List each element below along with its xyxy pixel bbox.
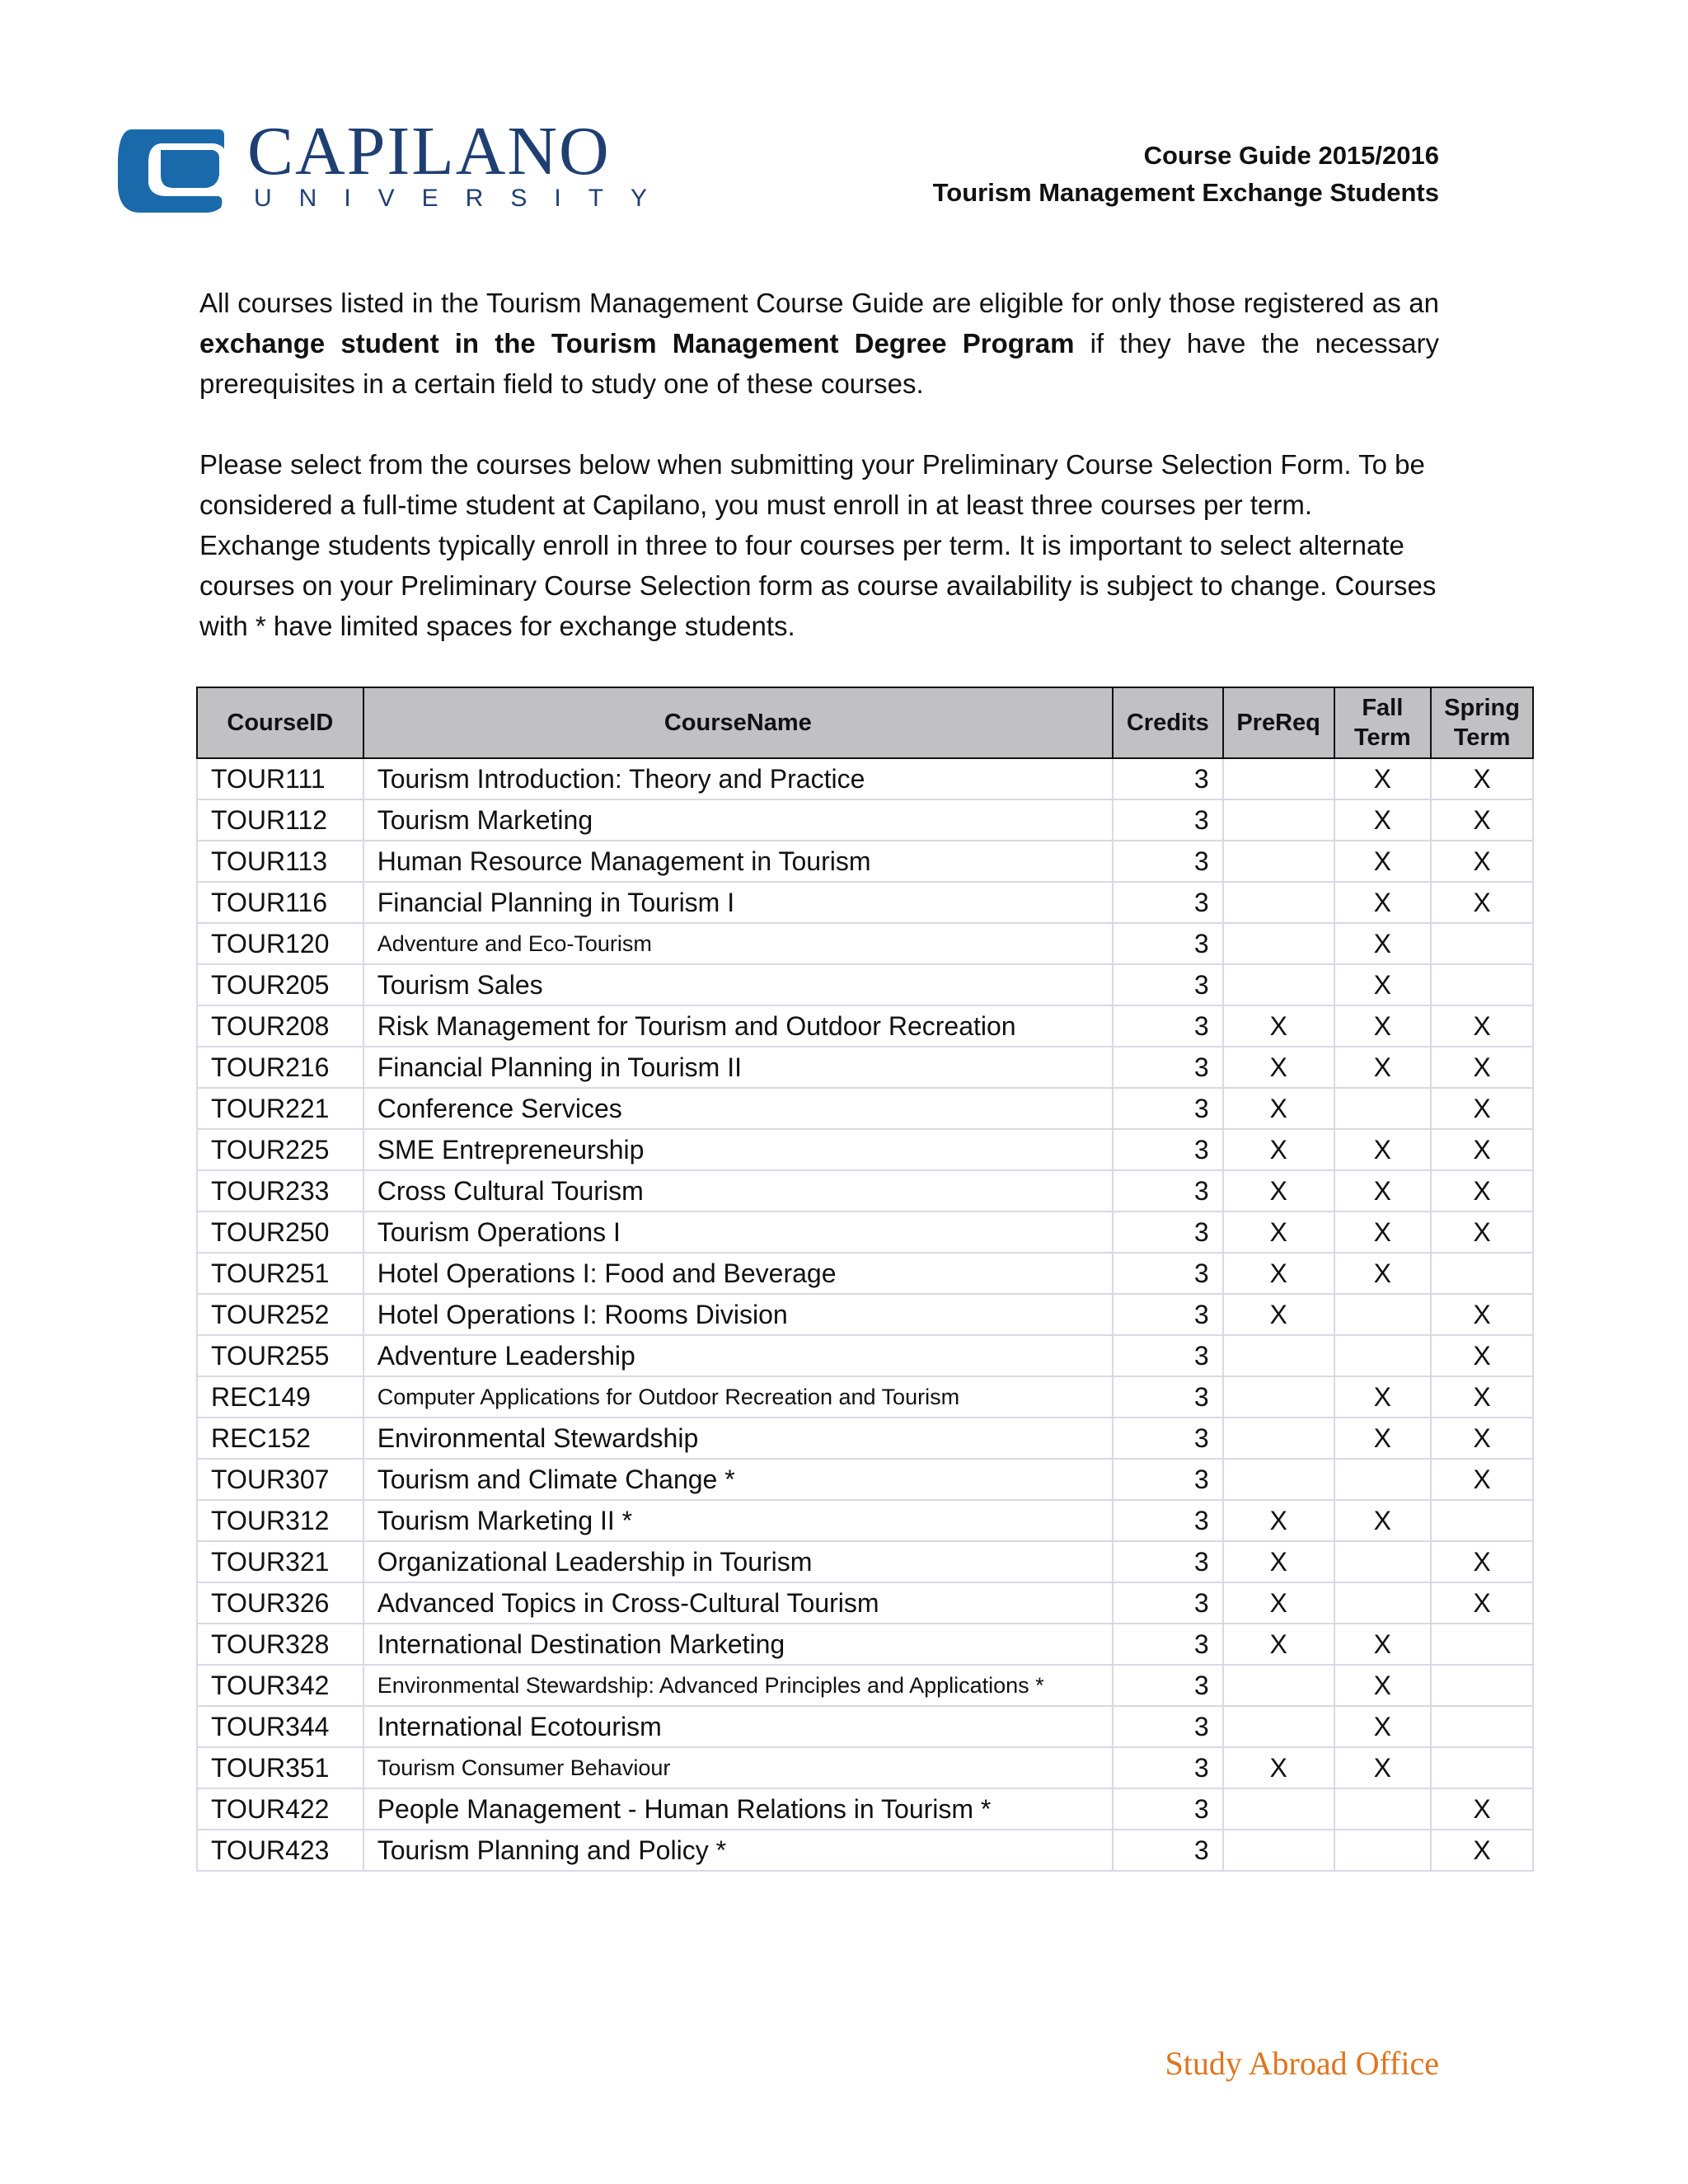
- course-id-cell: TOUR251: [197, 1253, 363, 1294]
- spring-label: Spring: [1444, 695, 1520, 721]
- course-table: [196, 687, 1534, 1872]
- course-name-cell: Adventure Leadership: [363, 1335, 1113, 1376]
- fall-term-cell: [1334, 1582, 1432, 1624]
- course-id-cell: TOUR208: [197, 1005, 363, 1047]
- course-name-cell: Computer Applications for Outdoor Recreation and Tourism: [363, 1376, 1113, 1418]
- fall-term-cell: [1334, 1294, 1432, 1335]
- spring-term-cell: [1431, 1253, 1533, 1294]
- course-name-cell: Environmental Stewardship: [363, 1418, 1113, 1459]
- table-row: [197, 1212, 1533, 1253]
- fall-term-cell: X: [1334, 799, 1432, 841]
- credits-cell: 3: [1113, 1706, 1223, 1747]
- fall-term-cell: X: [1334, 964, 1432, 1005]
- table-row: [197, 1541, 1533, 1582]
- course-name-cell: Human Resource Management in Tourism: [363, 841, 1113, 882]
- fall-term-cell: X: [1334, 1212, 1432, 1253]
- prereq-cell: [1223, 923, 1334, 964]
- course-name-cell: Hotel Operations I: Food and Beverage: [363, 1253, 1113, 1294]
- prereq-cell: X: [1223, 1541, 1334, 1582]
- credits-cell: 3: [1113, 1500, 1223, 1541]
- fall-term-cell: X: [1334, 841, 1432, 882]
- course-id-cell: TOUR423: [197, 1830, 363, 1871]
- table-row: [197, 1747, 1533, 1788]
- course-name-cell: Tourism Planning and Policy *: [363, 1830, 1113, 1871]
- course-id-cell: TOUR321: [197, 1541, 363, 1582]
- spring-term-cell: X: [1431, 799, 1533, 841]
- fall-term-cell: [1334, 1335, 1432, 1376]
- spring-term-cell: X: [1431, 1541, 1533, 1582]
- prereq-cell: X: [1223, 1088, 1334, 1129]
- spring-term-cell: X: [1431, 1170, 1533, 1212]
- spring-term-cell: [1431, 923, 1533, 964]
- course-id-cell: TOUR326: [197, 1582, 363, 1624]
- prereq-cell: [1223, 758, 1334, 799]
- header-spring-term: [1431, 687, 1533, 758]
- spring-term-cell: [1431, 1706, 1533, 1747]
- table-row: [197, 1665, 1533, 1706]
- course-id-cell: TOUR250: [197, 1212, 363, 1253]
- fall-term-cell: X: [1334, 1624, 1432, 1665]
- table-header-row: [197, 687, 1533, 758]
- course-id-cell: TOUR111: [197, 758, 363, 799]
- guide-subtitle: Tourism Management Exchange Students: [932, 178, 1439, 207]
- fall-term-cell: X: [1334, 1418, 1432, 1459]
- header-prereq: PreReq: [1223, 687, 1334, 758]
- fall-term-cell: X: [1334, 923, 1432, 964]
- table-row: [197, 923, 1533, 964]
- prereq-cell: [1223, 799, 1334, 841]
- fall-term-cell: X: [1334, 758, 1432, 799]
- intro-paragraph: [199, 283, 1439, 404]
- course-id-cell: TOUR216: [197, 1047, 363, 1088]
- table-row: [197, 758, 1533, 799]
- course-id-cell: TOUR252: [197, 1294, 363, 1335]
- spring-term-cell: X: [1431, 1830, 1533, 1871]
- table-row: [197, 1706, 1533, 1747]
- credits-cell: 3: [1113, 1212, 1223, 1253]
- prereq-cell: X: [1223, 1582, 1334, 1624]
- spring-term-cell: X: [1431, 1788, 1533, 1830]
- course-name-cell: International Ecotourism: [363, 1706, 1113, 1747]
- credits-cell: 3: [1113, 1582, 1223, 1624]
- table-row: [197, 1047, 1533, 1088]
- spring-term-cell: X: [1431, 1335, 1533, 1376]
- course-name-cell: Risk Management for Tourism and Outdoor Recreation: [363, 1005, 1113, 1047]
- course-name-cell: Organizational Leadership in Tourism: [363, 1541, 1113, 1582]
- table-row: [197, 1294, 1533, 1335]
- term-label: Term: [1353, 724, 1411, 751]
- credits-cell: 3: [1113, 1747, 1223, 1788]
- table-row: [197, 1376, 1533, 1418]
- course-id-cell: TOUR225: [197, 1129, 363, 1170]
- prereq-cell: X: [1223, 1047, 1334, 1088]
- table-row: [197, 1624, 1533, 1665]
- logo-mark-icon: [115, 125, 227, 216]
- spring-term-cell: X: [1431, 1418, 1533, 1459]
- table-row: [197, 1253, 1533, 1294]
- header-fall-term: [1334, 687, 1432, 758]
- credits-cell: 3: [1113, 841, 1223, 882]
- fall-term-cell: X: [1334, 1706, 1432, 1747]
- course-id-cell: TOUR233: [197, 1170, 363, 1212]
- intro-text: All courses listed in the Tourism Management Course Guide are eligible for only those registered as an: [199, 288, 1439, 318]
- course-id-cell: TOUR342: [197, 1665, 363, 1706]
- prereq-cell: X: [1223, 1624, 1334, 1665]
- guide-title: Course Guide 2015/2016: [1143, 141, 1439, 170]
- course-id-cell: TOUR255: [197, 1335, 363, 1376]
- fall-term-cell: [1334, 1830, 1432, 1871]
- logo-subtitle: UNIVERSITY: [254, 185, 675, 212]
- spring-term-cell: X: [1431, 1294, 1533, 1335]
- table-row: [197, 964, 1533, 1005]
- table-row: [197, 1005, 1533, 1047]
- spring-term-cell: X: [1431, 1582, 1533, 1624]
- table-row: [197, 841, 1533, 882]
- header-credits: Credits: [1113, 687, 1223, 758]
- fall-term-cell: X: [1334, 1376, 1432, 1418]
- course-id-cell: TOUR221: [197, 1088, 363, 1129]
- prereq-cell: X: [1223, 1170, 1334, 1212]
- prereq-cell: [1223, 1376, 1334, 1418]
- course-name-cell: Cross Cultural Tourism: [363, 1170, 1113, 1212]
- spring-term-cell: [1431, 1665, 1533, 1706]
- header-course-id: CourseID: [197, 687, 363, 758]
- credits-cell: 3: [1113, 1376, 1223, 1418]
- credits-cell: 3: [1113, 1294, 1223, 1335]
- table-row: [197, 1459, 1533, 1500]
- prereq-cell: [1223, 841, 1334, 882]
- capilano-logo: [115, 113, 675, 217]
- credits-cell: 3: [1113, 882, 1223, 923]
- credits-cell: 3: [1113, 1418, 1223, 1459]
- credits-cell: 3: [1113, 758, 1223, 799]
- prereq-cell: [1223, 1830, 1334, 1871]
- course-name-cell: Tourism and Climate Change *: [363, 1459, 1113, 1500]
- table-row: [197, 1830, 1533, 1871]
- table-row: [197, 1582, 1533, 1624]
- course-name-cell: Adventure and Eco-Tourism: [363, 923, 1113, 964]
- course-name-cell: SME Entrepreneurship: [363, 1129, 1113, 1170]
- course-id-cell: TOUR422: [197, 1788, 363, 1830]
- course-id-cell: REC149: [197, 1376, 363, 1418]
- fall-label: Fall: [1362, 695, 1404, 721]
- prereq-cell: X: [1223, 1129, 1334, 1170]
- term-label: Term: [1453, 724, 1511, 751]
- fall-term-cell: [1334, 1459, 1432, 1500]
- spring-term-cell: X: [1431, 1005, 1533, 1047]
- credits-cell: 3: [1113, 1541, 1223, 1582]
- fall-term-cell: X: [1334, 1129, 1432, 1170]
- spring-term-cell: [1431, 1747, 1533, 1788]
- table-row: [197, 1129, 1533, 1170]
- course-name-cell: Environmental Stewardship: Advanced Principles and Applications *: [363, 1665, 1113, 1706]
- fall-term-cell: X: [1334, 1500, 1432, 1541]
- course-name-cell: Tourism Marketing II *: [363, 1500, 1113, 1541]
- intro-bold-text: exchange student in the Tourism Management Degree Program: [199, 328, 1075, 359]
- table-row: [197, 882, 1533, 923]
- fall-term-cell: X: [1334, 1253, 1432, 1294]
- course-name-cell: Tourism Marketing: [363, 799, 1113, 841]
- spring-term-cell: X: [1431, 758, 1533, 799]
- credits-cell: 3: [1113, 799, 1223, 841]
- table-row: [197, 1335, 1533, 1376]
- credits-cell: 3: [1113, 1624, 1223, 1665]
- credits-cell: 3: [1113, 1047, 1223, 1088]
- spring-term-cell: X: [1431, 1376, 1533, 1418]
- spring-term-cell: X: [1431, 841, 1533, 882]
- spring-term-cell: X: [1431, 1047, 1533, 1088]
- table-row: [197, 1170, 1533, 1212]
- spring-term-cell: [1431, 964, 1533, 1005]
- course-name-cell: International Destination Marketing: [363, 1624, 1113, 1665]
- fall-term-cell: X: [1334, 1170, 1432, 1212]
- spring-term-cell: X: [1431, 1212, 1533, 1253]
- fall-term-cell: X: [1334, 882, 1432, 923]
- prereq-cell: [1223, 964, 1334, 1005]
- prereq-cell: [1223, 1665, 1334, 1706]
- course-name-cell: Tourism Consumer Behaviour: [363, 1747, 1113, 1788]
- credits-cell: 3: [1113, 964, 1223, 1005]
- spring-term-cell: X: [1431, 1129, 1533, 1170]
- header-course-name: CourseName: [363, 687, 1113, 758]
- course-name-cell: Tourism Introduction: Theory and Practice: [363, 758, 1113, 799]
- course-id-cell: TOUR328: [197, 1624, 363, 1665]
- spring-term-cell: X: [1431, 882, 1533, 923]
- credits-cell: 3: [1113, 1788, 1223, 1830]
- prereq-cell: [1223, 1335, 1334, 1376]
- course-id-cell: TOUR113: [197, 841, 363, 882]
- course-name-cell: Tourism Operations I: [363, 1212, 1113, 1253]
- spring-term-cell: [1431, 1500, 1533, 1541]
- credits-cell: 3: [1113, 1459, 1223, 1500]
- course-name-cell: Financial Planning in Tourism II: [363, 1047, 1113, 1088]
- table-row: [197, 1500, 1533, 1541]
- instructions-paragraph: Please select from the courses below when submitting your Preliminary Course Selection Form. To be considered a full-time student at Capilano, you must enroll in at least three courses per term. Exchange students typically enroll in three to four courses per term. It is important to select alternate courses on your Preliminary Course Selection form as course availability is subject to change. Courses with * have limited spaces for exchange students.: [199, 449, 1437, 641]
- course-id-cell: TOUR120: [197, 923, 363, 964]
- document-header: [933, 137, 1439, 211]
- course-id-cell: TOUR351: [197, 1747, 363, 1788]
- fall-term-cell: X: [1334, 1747, 1432, 1788]
- fall-term-cell: X: [1334, 1665, 1432, 1706]
- credits-cell: 3: [1113, 1335, 1223, 1376]
- course-id-cell: TOUR116: [197, 882, 363, 923]
- spring-term-cell: X: [1431, 1459, 1533, 1500]
- prereq-cell: X: [1223, 1747, 1334, 1788]
- credits-cell: 3: [1113, 1830, 1223, 1871]
- prereq-cell: [1223, 1788, 1334, 1830]
- fall-term-cell: [1334, 1788, 1432, 1830]
- course-id-cell: TOUR312: [197, 1500, 363, 1541]
- credits-cell: 3: [1113, 1088, 1223, 1129]
- table-row: [197, 1418, 1533, 1459]
- credits-cell: 3: [1113, 1665, 1223, 1706]
- table-row: [197, 799, 1533, 841]
- prereq-cell: [1223, 1459, 1334, 1500]
- course-id-cell: REC152: [197, 1418, 363, 1459]
- footer-office: Study Abroad Office: [1165, 2045, 1439, 2082]
- course-name-cell: Conference Services: [363, 1088, 1113, 1129]
- prereq-cell: X: [1223, 1500, 1334, 1541]
- prereq-cell: X: [1223, 1253, 1334, 1294]
- course-id-cell: TOUR307: [197, 1459, 363, 1500]
- credits-cell: 3: [1113, 1170, 1223, 1212]
- fall-term-cell: [1334, 1541, 1432, 1582]
- prereq-cell: [1223, 1706, 1334, 1747]
- fall-term-cell: [1334, 1088, 1432, 1129]
- spring-term-cell: [1431, 1624, 1533, 1665]
- prereq-cell: X: [1223, 1212, 1334, 1253]
- course-name-cell: People Management - Human Relations in Tourism *: [363, 1788, 1113, 1830]
- course-id-cell: TOUR112: [197, 799, 363, 841]
- fall-term-cell: X: [1334, 1047, 1432, 1088]
- prereq-cell: [1223, 1418, 1334, 1459]
- course-name-cell: Hotel Operations I: Rooms Division: [363, 1294, 1113, 1335]
- intro-text-end: if they have the necessary prerequisites in a certain field to study one of these courses.: [199, 328, 1439, 399]
- fall-term-cell: X: [1334, 1005, 1432, 1047]
- table-row: [197, 1088, 1533, 1129]
- logo-wordmark: CAPILANO: [247, 113, 611, 190]
- course-name-cell: Tourism Sales: [363, 964, 1113, 1005]
- credits-cell: 3: [1113, 1253, 1223, 1294]
- credits-cell: 3: [1113, 923, 1223, 964]
- course-name-cell: Advanced Topics in Cross-Cultural Tourism: [363, 1582, 1113, 1624]
- credits-cell: 3: [1113, 1005, 1223, 1047]
- prereq-cell: X: [1223, 1005, 1334, 1047]
- prereq-cell: [1223, 882, 1334, 923]
- table-row: [197, 1788, 1533, 1830]
- prereq-cell: X: [1223, 1294, 1334, 1335]
- course-id-cell: TOUR344: [197, 1706, 363, 1747]
- course-id-cell: TOUR205: [197, 964, 363, 1005]
- course-name-cell: Financial Planning in Tourism I: [363, 882, 1113, 923]
- credits-cell: 3: [1113, 1129, 1223, 1170]
- spring-term-cell: X: [1431, 1088, 1533, 1129]
